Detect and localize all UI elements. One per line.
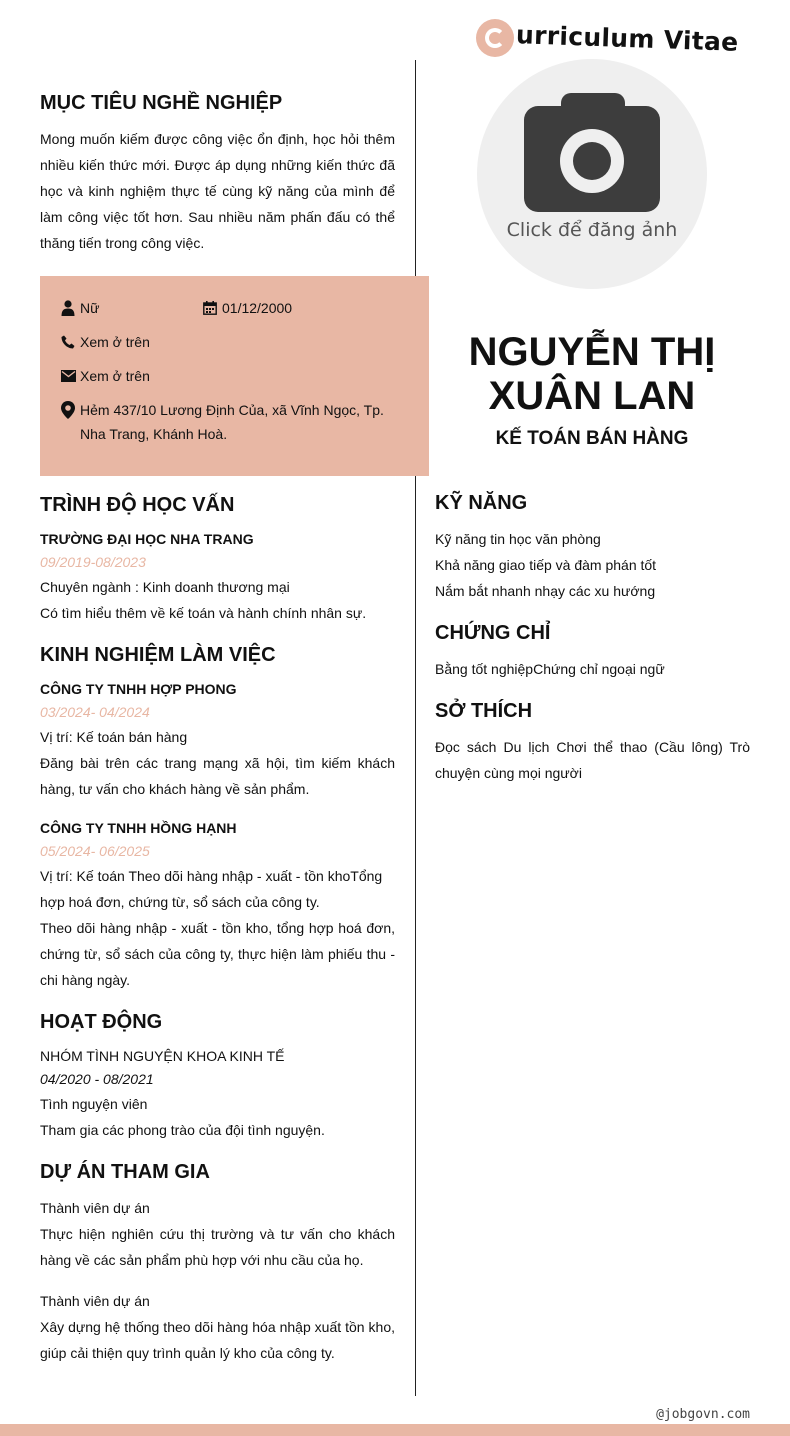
contact-info-box: [40, 276, 429, 476]
school-name: TRƯỜNG ĐẠI HỌC NHA TRANG: [40, 531, 254, 547]
hobbies-text: Đọc sách Du lịch Chơi thể thao (Cầu lông) Trò chuyện cùng mọi người: [435, 739, 750, 781]
job-1-dates: 03/2024- 04/2024: [40, 704, 150, 720]
hobbies-heading: SỞ THÍCH: [435, 700, 533, 722]
project-2-description: Xây dựng hệ thống theo dõi hàng hóa nhập xuất tồn kho, giúp cải thiện quy trình quản lý kho của công ty.: [40, 1319, 395, 1361]
activity-role: Tình nguyện viên: [40, 1096, 148, 1112]
candidate-name: [440, 330, 744, 418]
name-line-2: XUÂN LAN: [488, 374, 696, 418]
education-dates: 09/2019-08/2023: [40, 554, 146, 570]
education-major: Chuyên ngành : Kinh doanh thương mại: [40, 579, 290, 595]
education-note: Có tìm hiểu thêm về kế toán và hành chính nhân sự.: [40, 605, 367, 621]
phone-row: [60, 330, 150, 354]
skill-item: Khả năng giao tiếp và đàm phán tốt: [435, 557, 657, 573]
certificates-heading: CHỨNG CHỈ: [435, 622, 551, 644]
job-1-description: Đăng bài trên các trang mạng xã hội, tìm kiếm khách hàng, tư vấn cho khách hàng về sản phẩm.: [40, 755, 395, 797]
activity-dates: 04/2020 - 08/2021: [40, 1071, 154, 1087]
cv-logo: [476, 16, 739, 60]
footer-credit: @jobgovn.com: [656, 1407, 750, 1422]
birthday-row: [202, 296, 292, 320]
project-2-role: Thành viên dự án: [40, 1293, 150, 1309]
phone-icon: [60, 330, 76, 354]
job-title: KẾ TOÁN BÁN HÀNG: [495, 428, 689, 449]
address-value: Hẻm 437/10 Lương Định Của, xã Vĩnh Ngọc, Tp. Nha Trang, Khánh Hoà.: [80, 402, 384, 442]
email-value: Xem ở trên: [80, 368, 150, 384]
person-icon: [60, 296, 76, 320]
objective-heading: MỤC TIÊU NGHỀ NGHIỆP: [40, 92, 283, 114]
activity-description: Tham gia các phong trào của đội tình nguyện.: [40, 1122, 325, 1138]
job-2-position: Vị trí: Kế toán Theo dõi hàng nhập - xuất - tồn khoTổng hợp hoá đơn, chứng từ, sổ sách của công ty.: [40, 868, 383, 910]
project-1-description: Thực hiện nghiên cứu thị trường và tư vấn cho khách hàng về các sản phẩm phù hợp với nhu cầu của họ.: [40, 1226, 395, 1268]
experience-heading: KINH NGHIỆM LÀM VIỆC: [40, 644, 276, 666]
job-2-description: Theo dõi hàng nhập - xuất - tồn kho, tổng hợp hoá đơn, chứng từ, sổ sách của công ty, thực hiện làm phiếu thu - chi hàng ngày.: [40, 920, 395, 988]
footer-bar: [0, 1424, 790, 1436]
objective-text: Mong muốn kiếm được công việc ổn định, học hỏi thêm nhiều kiến thức mới. Được áp dụng những kiến thức đã học và kinh nghiệm thực tế cùng kỹ năng của mình để làm công việc tốt hơn. Sau nhiều năm phấn đấu có thể thăng tiến trong công việc.: [40, 131, 395, 251]
envelope-icon: [60, 364, 76, 388]
gender-value: Nữ: [80, 300, 100, 316]
project-1-role: Thành viên dự án: [40, 1200, 150, 1216]
activity-org: NHÓM TÌNH NGUYỆN KHOA KINH TẾ: [40, 1048, 285, 1064]
address-row: [60, 398, 390, 446]
phone-value: Xem ở trên: [80, 334, 150, 350]
education-heading: TRÌNH ĐỘ HỌC VẤN: [40, 494, 235, 516]
camera-icon-lens-inner: [573, 142, 611, 180]
birthday-value: 01/12/2000: [222, 300, 293, 316]
activities-heading: HOẠT ĐỘNG: [40, 1011, 163, 1033]
skill-item: Nắm bắt nhanh nhạy các xu hướng: [435, 583, 656, 599]
skills-heading: KỸ NĂNG: [435, 492, 528, 514]
map-pin-icon: [60, 398, 76, 422]
logo-c-mark: [476, 19, 514, 57]
calendar-icon: [202, 296, 218, 320]
job-1-position: Vị trí: Kế toán bán hàng: [40, 729, 188, 745]
job-2-dates: 05/2024- 06/2025: [40, 843, 150, 859]
job-1-company: CÔNG TY TNHH HỢP PHONG: [40, 681, 237, 697]
photo-caption: Click để đăng ảnh: [506, 219, 678, 241]
logo-text: urriculum Vitae: [515, 19, 739, 57]
skill-item: Kỹ năng tin học văn phòng: [435, 531, 601, 547]
name-line-1: NGUYỄN THỊ: [468, 330, 716, 374]
photo-upload[interactable]: [477, 59, 707, 289]
email-row: [60, 364, 150, 388]
projects-heading: DỰ ÁN THAM GIA: [40, 1161, 210, 1183]
column-divider: [415, 60, 416, 1396]
job-2-company: CÔNG TY TNHH HỒNG HẠNH: [40, 820, 237, 836]
gender-row: [60, 296, 99, 320]
certificates-text: Bằng tốt nghiệpChứng chỉ ngoại ngữ: [435, 661, 665, 677]
